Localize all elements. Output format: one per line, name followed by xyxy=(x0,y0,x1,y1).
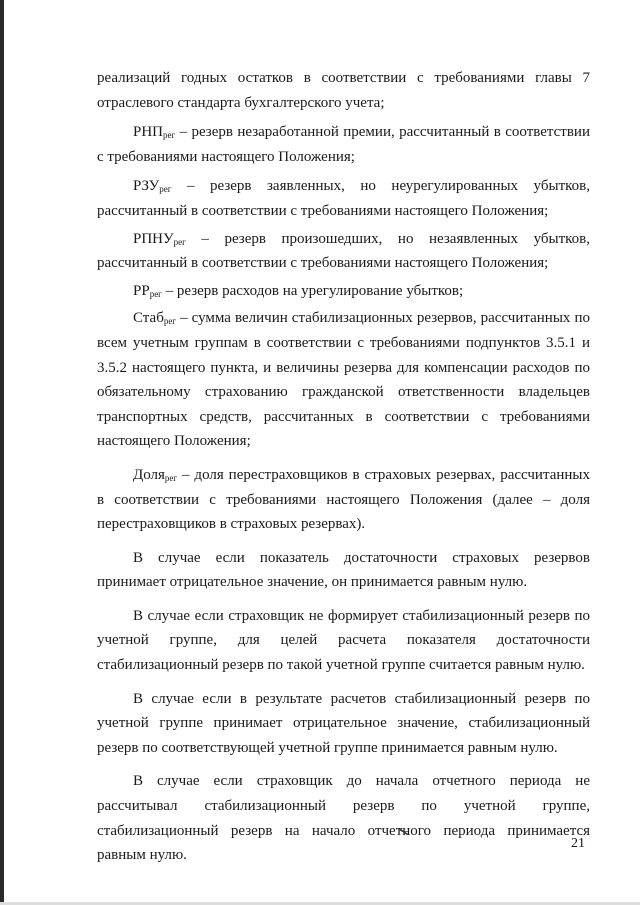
document-body xyxy=(97,66,590,868)
term-stab: Стаб xyxy=(133,310,164,327)
definition-rpnu xyxy=(97,227,590,276)
term-subscript: рег xyxy=(163,130,176,141)
definition-stab xyxy=(97,306,590,454)
page-number: 21 xyxy=(571,836,585,851)
paragraph-negative-stab-reserve: В случае если в результате расчетов стабилизационный резерв по учетной группе принимает отрицательное значение, стабилизационный резерв по соответствующей учетной группе принимается равным нулю. xyxy=(97,690,590,756)
scan-left-edge xyxy=(0,0,4,905)
definition-text: – доля перестраховщиков в страховых резервах, рассчитанных в соответствии с требованиями настоящего Положения (далее – доля перестраховщиков в страховых резервах). xyxy=(97,466,590,533)
term-dolya: Доля xyxy=(133,466,165,483)
term-rzu: РЗУ xyxy=(133,178,160,195)
definition-text: – резерв расходов на урегулирование убытков; xyxy=(161,282,464,299)
definition-text: – резерв произошедших, но незаявленных убытков, рассчитанный в соответствии с требованиями настоящего Положения; xyxy=(97,230,590,272)
definition-dolya xyxy=(97,463,590,537)
paragraph-continuation: реализаций годных остатков в соответствии с требованиями главы 7 отраслевого стандарта бухгалтерского учета; xyxy=(97,70,590,111)
definition-rzu xyxy=(97,174,590,223)
definition-text: – резерв заявленных, но неурегулированных убытков, рассчитанный в соответствии с требованиями настоящего Положения; xyxy=(97,178,590,219)
paragraph-negative-value: В случае если показатель достаточности страховых резервов принимает отрицательное значение, он принимается равным нулю. xyxy=(97,549,590,591)
definition-text: – сумма величин стабилизационных резервов, рассчитанных по всем учетным группам в соответствии с требованиями подпунктов 3.5.1 и 3.5.2 настоящего пункта, и величины резерва для компенсации расходов по обязательному страхованию гражданской ответственности владельцев транспортных средств, рассчитанных в соответствии с требованиями настоящего Положения; xyxy=(97,310,590,450)
term-subscript: рег xyxy=(163,316,177,327)
scan-artifact-mark xyxy=(398,828,409,835)
term-rr: РР xyxy=(133,282,150,299)
term-subscript: рег xyxy=(173,236,186,247)
definition-text: – резерв незаработанной премии, рассчитанный в соответствии с требованиями настоящего Положения; xyxy=(97,124,590,165)
term-rpnu: РПНУ xyxy=(133,230,174,247)
term-rnp: РНП xyxy=(133,124,164,141)
paragraph-no-stab-reserve: В случае если страховщик не формирует стабилизационный резерв по учетной группе, для целей расчета показателя достаточности стабилизационный резерв по такой учетной группе считается равным нулю. xyxy=(97,607,590,674)
definition-rr xyxy=(97,279,590,304)
term-subscript: рег xyxy=(149,288,162,299)
term-subscript: рег xyxy=(159,184,172,195)
term-subscript: рег xyxy=(164,472,178,483)
definition-rnp xyxy=(97,120,590,169)
paragraph-stab-reserve-start: В случае если страховщик до начала отчетного периода не рассчитывал стабилизационный резерв по учетной группе, стабилизационный резерв на начало отчетного периода принимается равным нулю. xyxy=(97,773,590,864)
